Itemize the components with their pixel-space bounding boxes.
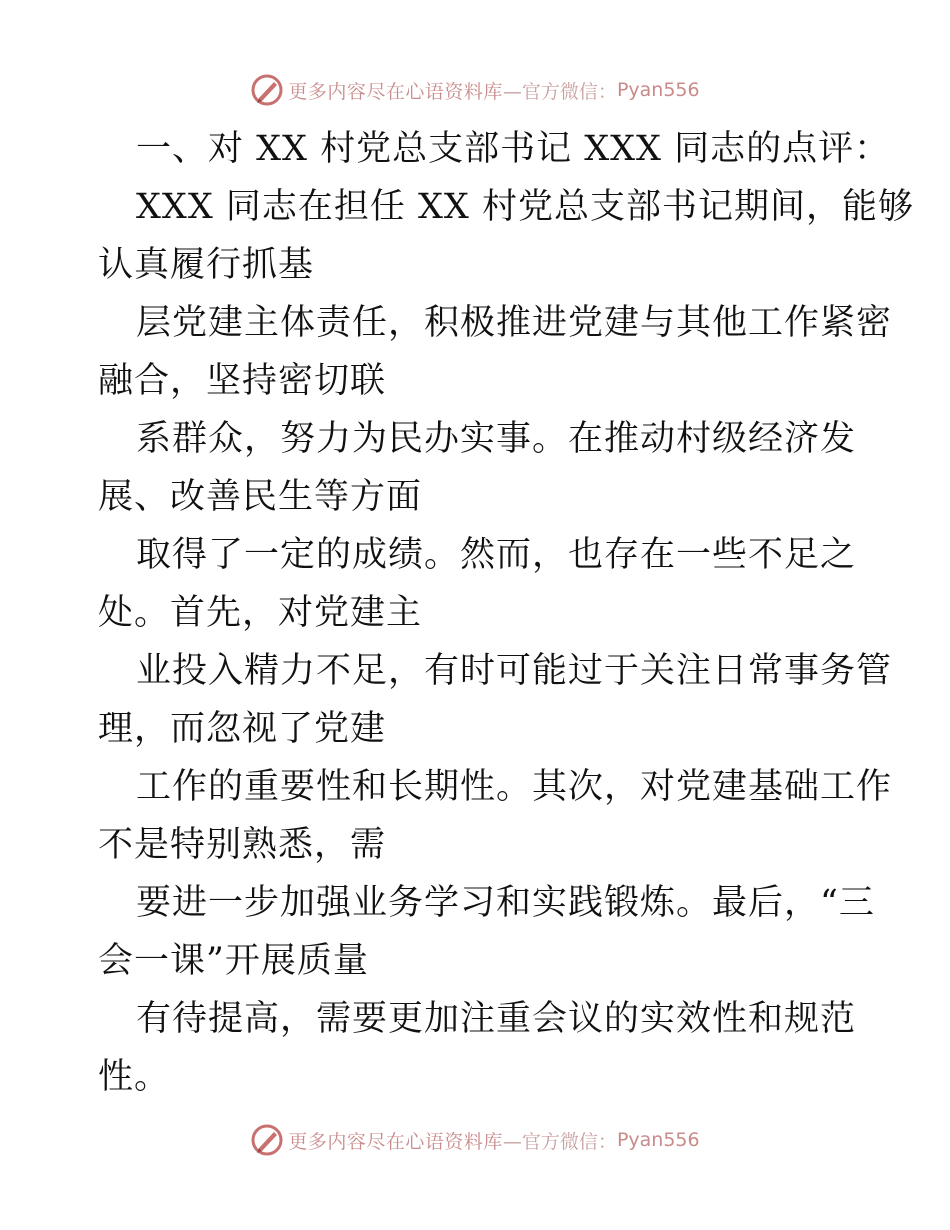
document-line: 业投入精力不足，有时可能过于关注日常事务管 [136,651,893,691]
pen-logo-icon [250,73,284,107]
watermark-wechat-id: Pyan556 [616,79,700,101]
document-body [98,120,914,1106]
document-line: 处。首先，对党建主 [98,593,423,633]
document-line: 理，而忽视了党建 [98,709,387,749]
document-line: XXX 同志在担任 XX 村党总支部书记期间，能够 [136,187,914,227]
header-watermark [0,70,950,110]
document-line: 不是特别熟悉，需 [98,825,387,865]
document-line: 系群众，努力为民办实事。在推动村级经济发 [136,419,857,459]
document-line: 一、对 XX 村党总支部书记 XXX 同志的点评： [136,129,891,169]
document-line: 性。 [98,1057,171,1097]
document-line: 认真履行抓基 [98,245,315,285]
document-line: 要进一步加强业务学习和实践锻炼。最后，“三 [136,883,875,923]
document-line: 层党建主体责任，积极推进党建与其他工作紧密 [136,303,893,343]
document-line: 有待提高，需要更加注重会议的实效性和规范 [136,999,857,1039]
watermark-wechat-id: Pyan556 [616,1129,700,1151]
watermark-separator: —官方微信： [502,80,617,103]
watermark-separator: —官方微信： [502,1130,617,1153]
document-line: 展、改善民生等方面 [98,477,423,517]
document-line: 会一课”开展质量 [98,941,369,981]
watermark-text: 更多内容尽在心语资料库 [288,80,503,103]
document-line: 工作的重要性和长期性。其次，对党建基础工作 [136,767,893,807]
document-line: 取得了一定的成绩。然而，也存在一些不足之 [136,535,857,575]
document-line: 融合，坚持密切联 [98,361,387,401]
pen-logo-icon [250,1123,284,1157]
watermark-text: 更多内容尽在心语资料库 [288,1130,503,1153]
footer-watermark [0,1120,950,1160]
